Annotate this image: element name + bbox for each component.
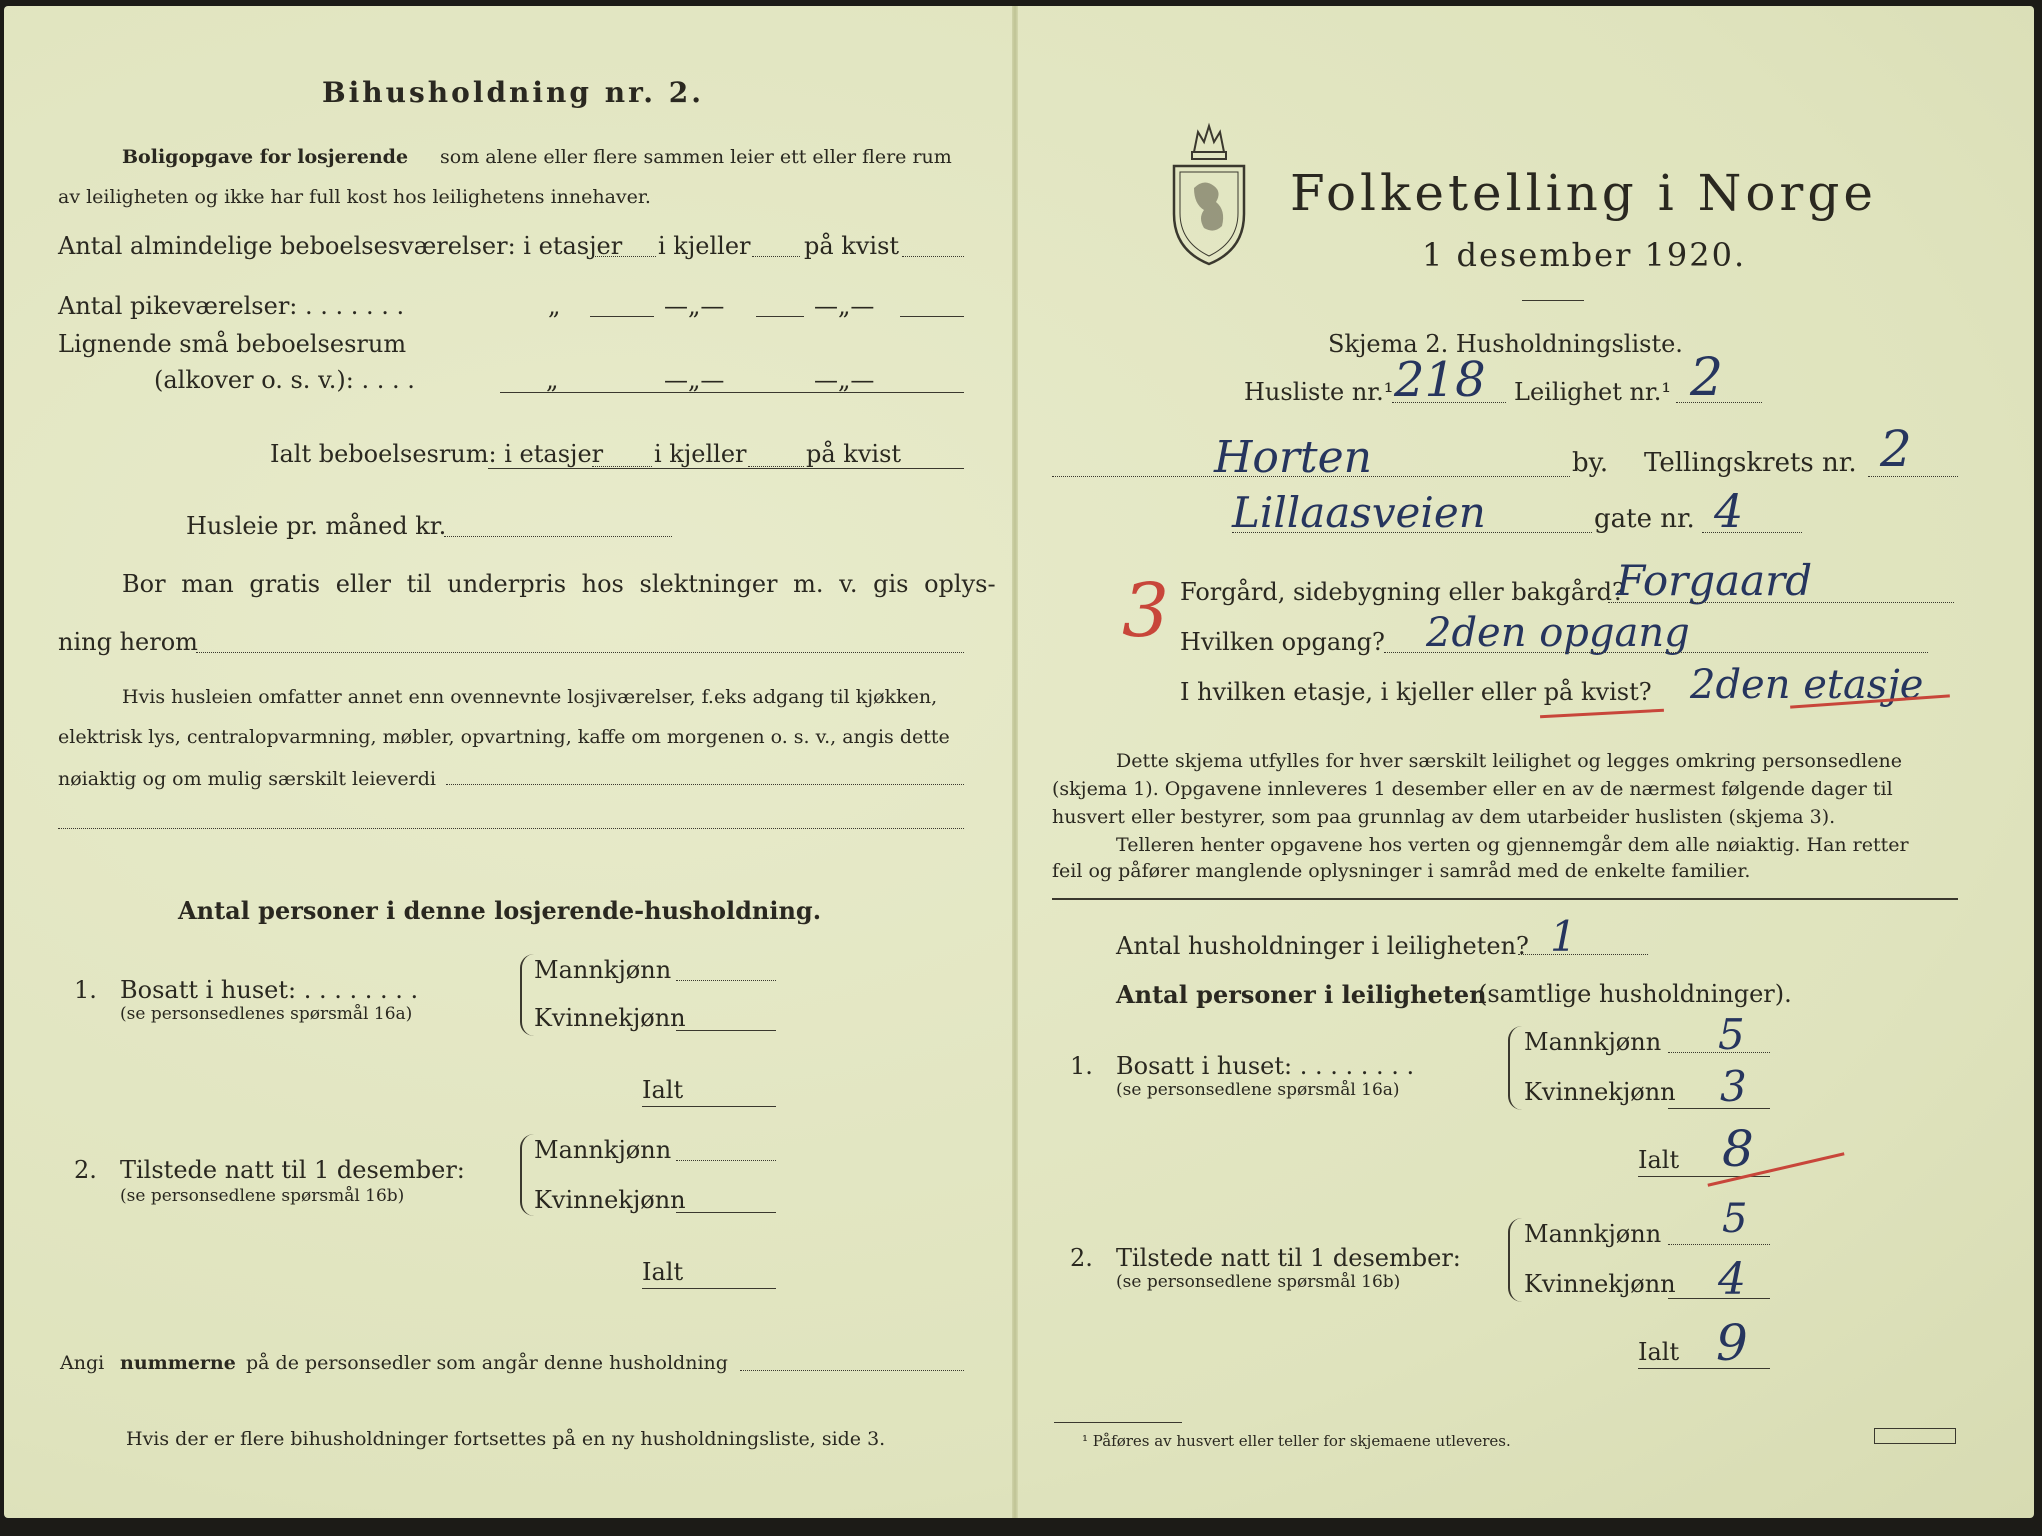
left-q2-kvinne-field	[676, 1212, 776, 1213]
info-line-1: Dette skjema utfylles for hver særskilt leilighet og legges omkring personsedlene	[1116, 750, 1902, 772]
bor-line-1: Bor man gratis eller til underpris hos slektninger m. v. gis oplys-	[122, 570, 996, 598]
ialt-kjeller-field	[748, 466, 804, 467]
lignende-ditto: „	[546, 366, 559, 394]
ialt-rum-underline	[488, 468, 964, 469]
left-q1-mann: Mannkjønn	[534, 956, 672, 984]
forgard-question: Forgård, sidebygning eller bakgård?	[1180, 578, 1625, 606]
antal-hush-value: 1	[1550, 912, 1577, 961]
kvist-label: på kvist	[804, 232, 900, 260]
right-q2-kvinne: Kvinnekjønn	[1524, 1270, 1676, 1298]
left-q2-label: Tilstede natt til 1 desember:	[120, 1156, 465, 1184]
right-q1-mann-value: 5	[1718, 1010, 1745, 1059]
by-value: Horten	[1214, 432, 1372, 483]
krets-field	[1868, 476, 1958, 477]
gate-value: Lillaasveien	[1232, 488, 1486, 537]
pike-ditto-3: —„—	[814, 292, 875, 320]
antal-pers-bold: Antal personer i leiligheten	[1116, 980, 1487, 1009]
ialt-rum-label: Ialt beboelsesrum: i etasjer	[270, 440, 604, 468]
left-q2-sub: (se personsedlene spørsmål 16b)	[120, 1186, 405, 1206]
leieverdi-field	[446, 784, 964, 785]
left-q1-label: Bosatt i huset: . . . . . . . .	[120, 976, 419, 1004]
krets-label: Tellingskrets nr.	[1644, 448, 1857, 478]
opgang-answer: 2den opgang	[1426, 610, 1690, 656]
right-q2-label: Tilstede natt til 1 desember:	[1116, 1244, 1461, 1272]
right-date: 1 desember 1920.	[1422, 236, 1747, 274]
intro-line2: av leiligheten og ikke har full kost hos leilighetens innehaver.	[58, 186, 651, 208]
bor-line-2: ning herom	[58, 628, 198, 656]
left-footer: Hvis der er flere bihusholdninger fortsettes på en ny husholdningsliste, side 3.	[126, 1428, 886, 1450]
husleie-label: Husleie pr. måned kr.	[186, 512, 447, 540]
krets-value: 2	[1880, 420, 1912, 478]
right-title: Folketelling i Norge	[1290, 164, 1877, 222]
intro-bold: Boligopgave for losjerende	[122, 146, 409, 168]
husliste-label: Husliste nr.¹	[1244, 378, 1394, 406]
intro-rest: som alene eller flere sammen leier ett eller flere rum	[440, 146, 952, 168]
right-q1-ialt: Ialt	[1638, 1146, 1680, 1174]
right-q2-mann-value: 5	[1722, 1196, 1748, 1242]
etasje-answer: 2den etasje	[1690, 662, 1924, 708]
left-q2-kvinne: Kvinnekjønn	[534, 1186, 686, 1214]
ialt-etasjer-field	[592, 466, 652, 467]
page-fold	[1012, 6, 1018, 1518]
right-q1-mann: Mannkjønn	[1524, 1028, 1662, 1056]
left-q1-brace	[520, 954, 534, 1036]
by-field	[1052, 476, 1570, 477]
left-q1-ialt-field	[642, 1106, 776, 1107]
right-q1-num: 1.	[1070, 1052, 1093, 1080]
gate-label: gate nr.	[1594, 504, 1695, 534]
left-q2-mann: Mannkjønn	[534, 1136, 672, 1164]
leilighet-field	[1676, 402, 1762, 403]
right-q1-kvinne-value: 3	[1720, 1062, 1747, 1111]
lignende-ditto-3: —„—	[814, 366, 875, 394]
angi-field	[740, 1370, 964, 1371]
by-label: by.	[1572, 448, 1609, 478]
forgard-field	[1608, 602, 1954, 603]
kjeller-field	[752, 256, 800, 257]
etasjer-field	[592, 256, 656, 257]
footnote-rule	[1054, 1422, 1182, 1423]
info-line-5: feil og påfører manglende oplysninger i samråd med de enkelte familier.	[1052, 860, 1751, 882]
lignende-field	[500, 392, 964, 393]
leilighet-value: 2	[1690, 348, 1724, 408]
lignende-label-2: (alkover o. s. v.): . . . .	[154, 366, 415, 394]
date-rule	[1522, 300, 1584, 301]
antal-hush-field	[1518, 954, 1648, 955]
lignende-ditto-2: —„—	[664, 366, 725, 394]
pike-etasjer-field	[590, 316, 654, 317]
hvis-line-2: elektrisk lys, centralopvarmning, møbler, opvartning, kaffe om morgenen o. s. v., angis dette	[58, 726, 950, 748]
right-q1-ialt-value: 8	[1722, 1120, 1754, 1178]
right-q1-kvinne-field	[1668, 1108, 1770, 1109]
right-q1-kvinne: Kvinnekjønn	[1524, 1078, 1676, 1106]
right-q1-brace	[1508, 1026, 1522, 1110]
husliste-value: 218	[1394, 352, 1486, 408]
opgang-question: Hvilken opgang?	[1180, 628, 1385, 656]
right-q2-mann-field	[1668, 1244, 1770, 1245]
pike-kvist-field	[900, 316, 964, 317]
right-q2-mann: Mannkjønn	[1524, 1220, 1662, 1248]
bor-field	[196, 652, 964, 653]
hvis-line-1: Hvis husleien omfatter annet enn ovennevnte losjiværelser, f.eks adgang til kjøkken,	[122, 686, 938, 708]
angi-a: Angi	[60, 1352, 105, 1374]
right-q2-num: 2.	[1070, 1244, 1093, 1272]
right-q2-ialt: Ialt	[1638, 1338, 1680, 1366]
info-line-2: (skjema 1). Opgavene innleveres 1 desember eller en av de nærmest følgende dager til	[1052, 778, 1893, 800]
left-q1-kvinne: Kvinnekjønn	[534, 1004, 686, 1032]
antal-hush-label: Antal husholdninger i leiligheten?	[1116, 932, 1529, 960]
antal-alm-label: Antal almindelige beboelsesværelser: i etasjer	[58, 232, 623, 260]
norwegian-coat-of-arms-icon	[1164, 118, 1254, 268]
ialt-kvist-label: på kvist	[806, 440, 902, 468]
angi-b: nummerne	[120, 1352, 236, 1374]
angi-c: på de personsedler som angår denne husholdning	[246, 1352, 728, 1374]
antal-pers-title: Antal personer i denne losjerende-husholdning.	[178, 896, 822, 925]
left-q2-num: 2.	[74, 1156, 97, 1184]
leieverdi-field-2	[58, 828, 964, 829]
left-q2-ialt-field	[642, 1288, 776, 1289]
opgang-field	[1384, 652, 1928, 653]
left-q2-brace	[520, 1134, 534, 1216]
printer-stamp	[1874, 1428, 1956, 1444]
ialt-kjeller-label: i kjeller	[654, 440, 747, 468]
right-q2-kvinne-field	[1668, 1298, 1770, 1299]
left-title: Bihusholdning nr. 2.	[322, 76, 704, 109]
forgard-answer: Forgaard	[1616, 556, 1813, 605]
right-q2-kvinne-value: 4	[1718, 1254, 1746, 1305]
left-q1-mann-field	[676, 980, 776, 981]
right-footnote: ¹ Påføres av husvert eller teller for skjemaene utleveres.	[1082, 1432, 1511, 1450]
right-q1-label: Bosatt i huset: . . . . . . . .	[1116, 1052, 1415, 1080]
gate-nr-value: 4	[1714, 484, 1744, 538]
leilighet-label: Leilighet nr.¹	[1514, 378, 1672, 406]
left-q2-mann-field	[676, 1160, 776, 1161]
info-line-3: husvert eller bestyrer, som paa grunnlag av dem utarbeider huslisten (skjema 3).	[1052, 806, 1836, 828]
info-line-4: Telleren henter opgavene hos verten og gjennemgår dem alle nøiaktig. Han retter	[1116, 834, 1909, 856]
red-mark-3: 3	[1122, 568, 1170, 654]
husleie-field	[444, 536, 672, 537]
etasje-question: I hvilken etasje, i kjeller eller på kvist?	[1180, 678, 1652, 706]
pike-label: Antal pikeværelser: . . . . . . .	[58, 292, 405, 320]
husliste-field	[1392, 402, 1506, 403]
pike-ditto: „	[548, 292, 561, 320]
left-q1-ialt: Ialt	[642, 1076, 684, 1104]
hvis-line-3: nøiaktig og om mulig særskilt leieverdi	[58, 768, 436, 790]
right-q1-sub: (se personsedlene spørsmål 16a)	[1116, 1080, 1400, 1100]
kvist-field	[902, 256, 964, 257]
right-q2-brace	[1508, 1218, 1522, 1302]
gate-nr-field	[1702, 532, 1802, 533]
left-q1-num: 1.	[74, 976, 97, 1004]
right-q2-ialt-value: 9	[1716, 1314, 1748, 1372]
kjeller-label: i kjeller	[658, 232, 751, 260]
antal-pers-rest: (samtlige husholdninger).	[1478, 980, 1792, 1008]
right-q1-mann-field	[1668, 1052, 1770, 1053]
info-rule	[1052, 898, 1958, 900]
left-q2-ialt: Ialt	[642, 1258, 684, 1286]
pike-kjeller-field	[756, 316, 804, 317]
gate-field	[1232, 532, 1592, 533]
skjema-label: Skjema 2. Husholdningsliste.	[1328, 330, 1683, 358]
lignende-label-1: Lignende små beboelsesrum	[58, 330, 407, 358]
right-q2-sub: (se personsedlene spørsmål 16b)	[1116, 1272, 1401, 1292]
left-q1-kvinne-field	[676, 1030, 776, 1031]
pike-ditto-2: —„—	[664, 292, 725, 320]
right-q2-ialt-field	[1638, 1368, 1770, 1369]
left-q1-sub: (se personsedlenes spørsmål 16a)	[120, 1004, 413, 1024]
